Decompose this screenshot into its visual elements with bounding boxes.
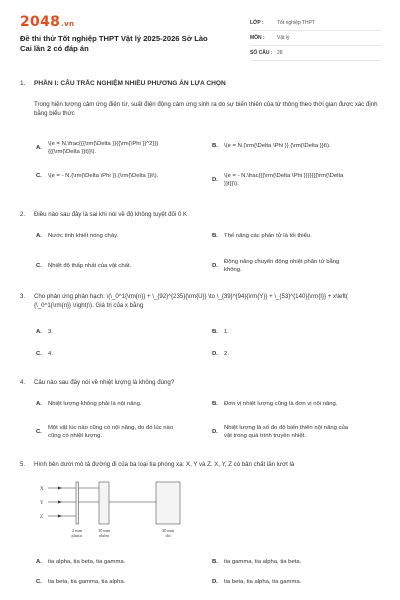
option-5b[interactable]: B. tia gamma, tia alpha, tia beta. [212, 559, 302, 565]
option-4a[interactable]: A. Nhiệt lượng không phải là nội năng. [36, 401, 142, 407]
plastic-size: 2 mm [72, 528, 82, 533]
lead-plate [156, 482, 180, 524]
aluminium-name: nhôm [99, 533, 109, 538]
ray-z-label: Z [40, 515, 44, 520]
option-5a[interactable]: A. tia alpha, tia beta, tia gamma. [36, 559, 126, 565]
meta-count: SỐ CÂU : 28 [250, 46, 382, 61]
option-3d[interactable]: D. 2. [212, 351, 229, 357]
ray-z-arrow [58, 515, 62, 518]
option-5c[interactable]: C. tia beta, tia gamma, tia alpha. [36, 579, 126, 585]
option-4d[interactable]: D. Nhiệt lượng là số đo độ biến thiên nội năng của vật trong quá trình truyền nhiệt. [212, 425, 349, 439]
section-heading: 1. PHẦN I: CÂU TRẮC NGHIỆM NHIỀU PHƯƠNG ÁN LỰA CHỌN [20, 80, 226, 87]
ray-y-label: Y [40, 501, 44, 506]
option-5d[interactable]: D. tia beta, tia alpha, tia gamma. [212, 579, 302, 585]
site-logo[interactable]: 2048.vn [20, 14, 75, 30]
option-2c[interactable]: C. Nhiệt độ thấp nhất của vật chất. [36, 263, 132, 269]
page-header [20, 14, 382, 62]
ray-x-arrow [58, 487, 62, 490]
ray-x-label: X [40, 487, 44, 492]
option-1c[interactable]: C. \(e = - N.{\rm{\Delta \Phi }}.{\rm{\Delta }}t\). [36, 173, 159, 179]
question-text: Trong hiện tượng cảm ứng điện từ, suất điện động cảm ứng sinh ra do sự biến thiên của từ thông theo thời gian được xác định bằng biểu thức [34, 101, 378, 117]
exam-title: Đề thi thử Tốt nghiệp THPT Vật lý 2025-2026 Sở Lào Cai lần 2 có đáp án [20, 34, 208, 53]
option-2d[interactable]: D. Động năng chuyển động nhiệt phân tử bằng không. [212, 259, 340, 273]
option-3a[interactable]: A. 3. [36, 329, 53, 335]
plastic-name: plastic [71, 533, 83, 538]
option-1b[interactable]: B. \(e = N.{\rm{\Delta \Phi }} {\rm{\Delta }}t\). [212, 143, 331, 149]
aluminium-plate [99, 482, 109, 524]
option-4b[interactable]: B. Đơn vị nhiệt lượng cũng là đơn vị nội năng. [212, 401, 338, 407]
option-1d[interactable]: D. \(e = - N.\frac{{{\rm{\Delta \Phi }}}}{{{\rm{\Delta }}t}}\). [212, 173, 344, 187]
option-2b[interactable]: B. Thế năng các phân tử là tối thiểu. [212, 233, 312, 239]
option-3c[interactable]: C. 4. [36, 351, 53, 357]
aluminium-size: 10 mm [98, 528, 110, 533]
meta-subject: MÔN : Vật lý [250, 31, 382, 46]
option-4c[interactable]: C. Một vật lúc nào cũng có nội năng, do đó lúc nào cũng có nhiệt lượng. [36, 425, 174, 439]
meta-class: LỚP : Tốt nghiệp THPT [250, 16, 382, 31]
ray-y-arrow [58, 501, 62, 504]
plastic-plate [76, 482, 79, 524]
lead-size: 30 mm [162, 528, 174, 533]
option-1a[interactable]: A. \(e = N.\frac{{{\rm{\Delta }}{{\rm{\Phi }}^2}}}{{{\rm{\Delta }}t}}\). [36, 141, 159, 155]
lead-name: chì [165, 533, 171, 538]
option-2a[interactable]: A. Nước tinh khiết nóng chảy. [36, 233, 119, 239]
option-3b[interactable]: B. 1. [212, 329, 229, 335]
exam-meta [250, 16, 382, 61]
radiation-penetration-figure [36, 478, 196, 552]
